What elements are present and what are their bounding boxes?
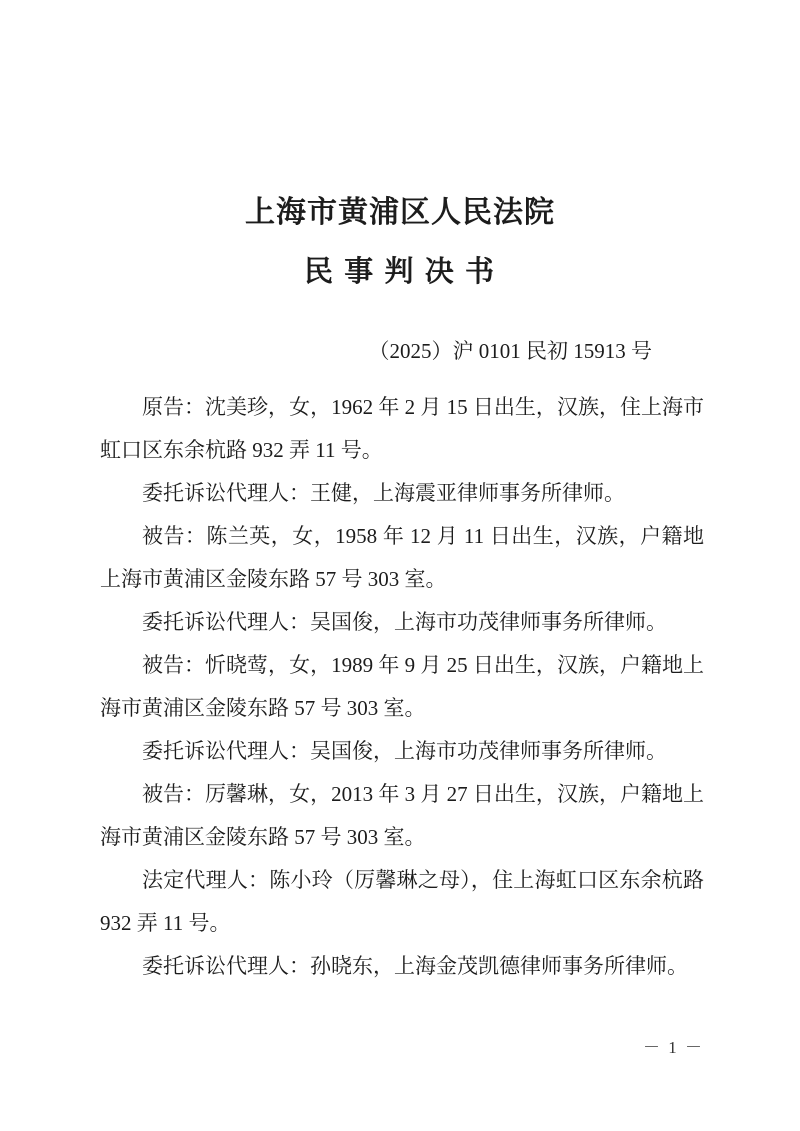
paragraph-defendant-2: 被告：忻晓莺，女，1989 年 9 月 25 日出生，汉族，户籍地上海市黄浦区金陵东路 57 号 303 室。: [100, 653, 704, 720]
document-body: [100, 386, 704, 988]
paragraph-plaintiff: 原告：沈美珍，女，1962 年 2 月 15 日出生，汉族，住上海市虹口区东余杭路 932 弄 11 号。: [100, 395, 704, 462]
paragraph-defendant-3: 被告：厉馨琳，女，2013 年 3 月 27 日出生，汉族，户籍地上海市黄浦区金陵东路 57 号 303 室。: [100, 782, 704, 849]
paragraph-plaintiff-agent: 委托诉讼代理人：王健，上海震亚律师事务所律师。: [142, 481, 625, 505]
paragraph-defendant-3-agent: 委托诉讼代理人：孙晓东，上海金茂凯德律师事务所律师。: [142, 954, 688, 978]
paragraph-defendant-2-agent: 委托诉讼代理人：吴国俊，上海市功茂律师事务所律师。: [142, 739, 667, 763]
paragraph-defendant-1: 被告：陈兰英，女，1958 年 12 月 11 日出生，汉族，户籍地上海市黄浦区金陵东路 57 号 303 室。: [100, 524, 704, 591]
document-type-title: 民 事 判 决 书: [303, 256, 496, 288]
page-number: － 1 －: [643, 1038, 704, 1057]
paragraph-defendant-1-agent: 委托诉讼代理人：吴国俊，上海市功茂律师事务所律师。: [142, 610, 667, 634]
court-name-title: 上海市黄浦区人民法院: [245, 196, 555, 229]
paragraph-legal-representative: 法定代理人：陈小玲（厉馨琳之母），住上海虹口区东余杭路 932 弄 11 号。: [100, 868, 704, 935]
case-number: （2025）沪 0101 民初 15913 号: [368, 339, 652, 363]
